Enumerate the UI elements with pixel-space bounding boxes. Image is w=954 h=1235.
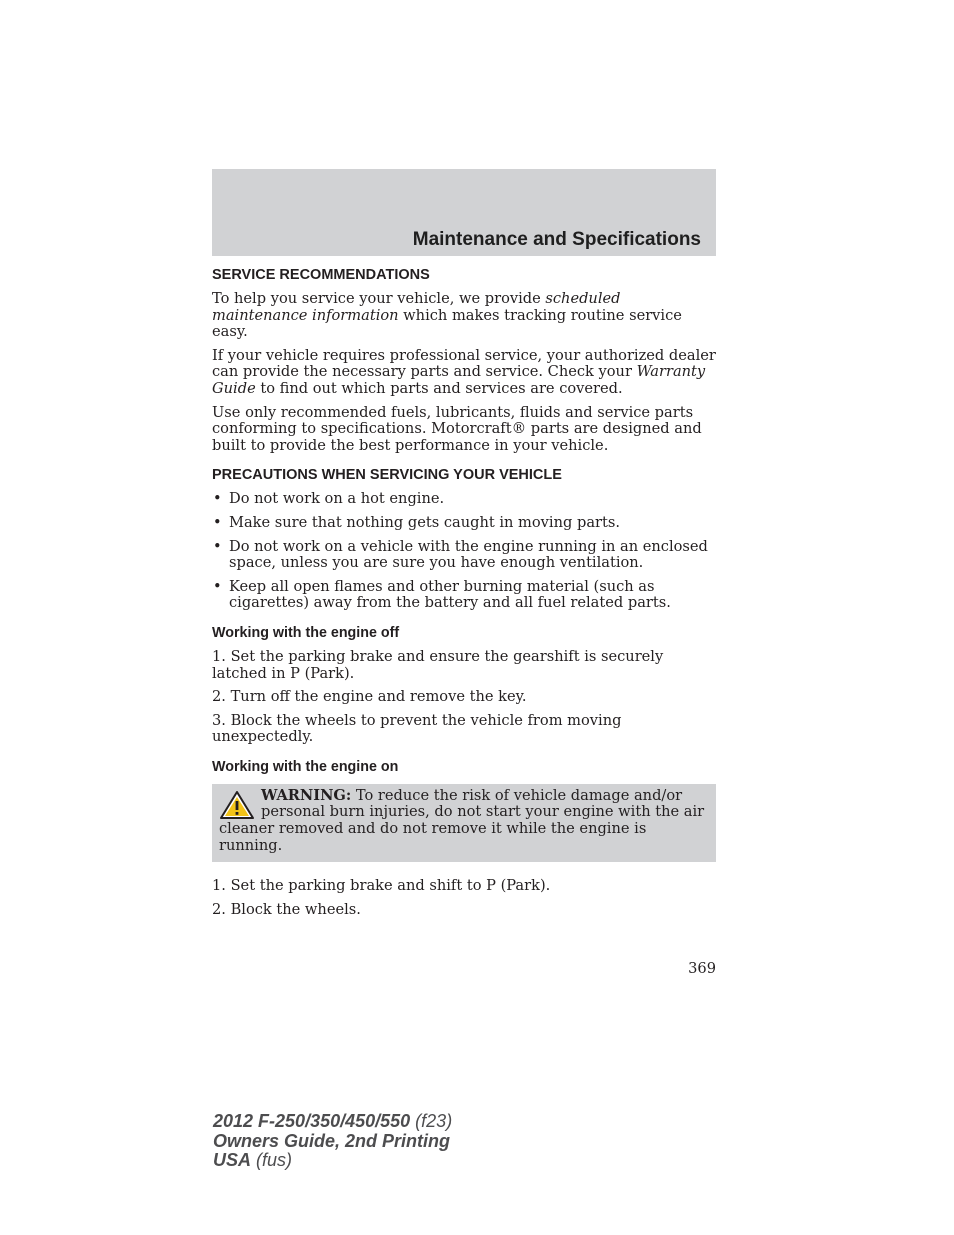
service-recommendations-heading: SERVICE RECOMMENDATIONS (212, 267, 430, 283)
precautions-heading: PRECAUTIONS WHEN SERVICING YOUR VEHICLE (212, 467, 562, 484)
warranty-guide-term: Warranty Guide (212, 363, 706, 397)
engine-off-heading: Working with the engine off (212, 624, 400, 641)
service-paragraph-3: Use only recommended fuels, lubricants, fluids and service parts conforming to specifications. Motorcraft® parts are designed and built to provide the best performance in your vehicle. (212, 403, 702, 454)
list-item: • Keep all open flames and other burning material (such as cigarettes) away from the battery and all fuel related parts. (212, 579, 716, 612)
list-item: 2. Block the wheels. (212, 900, 361, 918)
list-item: • Do not work on a hot engine. (212, 491, 716, 508)
footer-line-edition: Owners Guide, 2nd Printing (213, 1130, 451, 1151)
document-footer (213, 1112, 452, 1171)
list-item: 3. Block the wheels to prevent the vehicle from moving unexpectedly. (212, 711, 622, 746)
warning-box (212, 784, 716, 862)
service-paragraph-2: If your vehicle requires professional service, your authorized dealer can provide the necessary parts and service. Check your Warranty Guide to find out which parts and services are covered. (212, 346, 716, 397)
footer-line-market: USA (fus) (213, 1150, 293, 1170)
page-content (212, 266, 716, 925)
list-item: 2. Turn off the engine and remove the key. (212, 688, 527, 706)
warning-label: WARNING: (261, 786, 352, 804)
service-paragraph-1: To help you service your vehicle, we provide scheduled maintenance information which makes tracking routine service easy. (212, 290, 682, 341)
footer-line-model: 2012 F-250/350/450/550 (f23) (213, 1111, 453, 1131)
list-item: 1. Set the parking brake and ensure the gearshift is securely latched in P (Park). (212, 647, 664, 682)
scheduled-maintenance-term: scheduled maintenance information (212, 290, 621, 324)
list-item: • Make sure that nothing gets caught in moving parts. (212, 515, 716, 532)
precautions-list (212, 491, 716, 612)
list-item: 1. Set the parking brake and shift to P (Park). (212, 877, 551, 895)
list-item: • Do not work on a vehicle with the engine running in an enclosed space, unless you are sure you have enough ventilation. (212, 539, 716, 572)
page-number: 369 (688, 960, 716, 977)
warning-triangle-icon (219, 790, 255, 820)
engine-on-heading: Working with the engine on (212, 758, 399, 775)
warning-text: To reduce the risk of vehicle damage and/or personal burn injuries, do not start your engine with the air cleaner removed and do not remove it while the engine is running. (219, 786, 705, 854)
section-title: Maintenance and Specifications (412, 229, 701, 250)
section-header-band (212, 169, 716, 256)
